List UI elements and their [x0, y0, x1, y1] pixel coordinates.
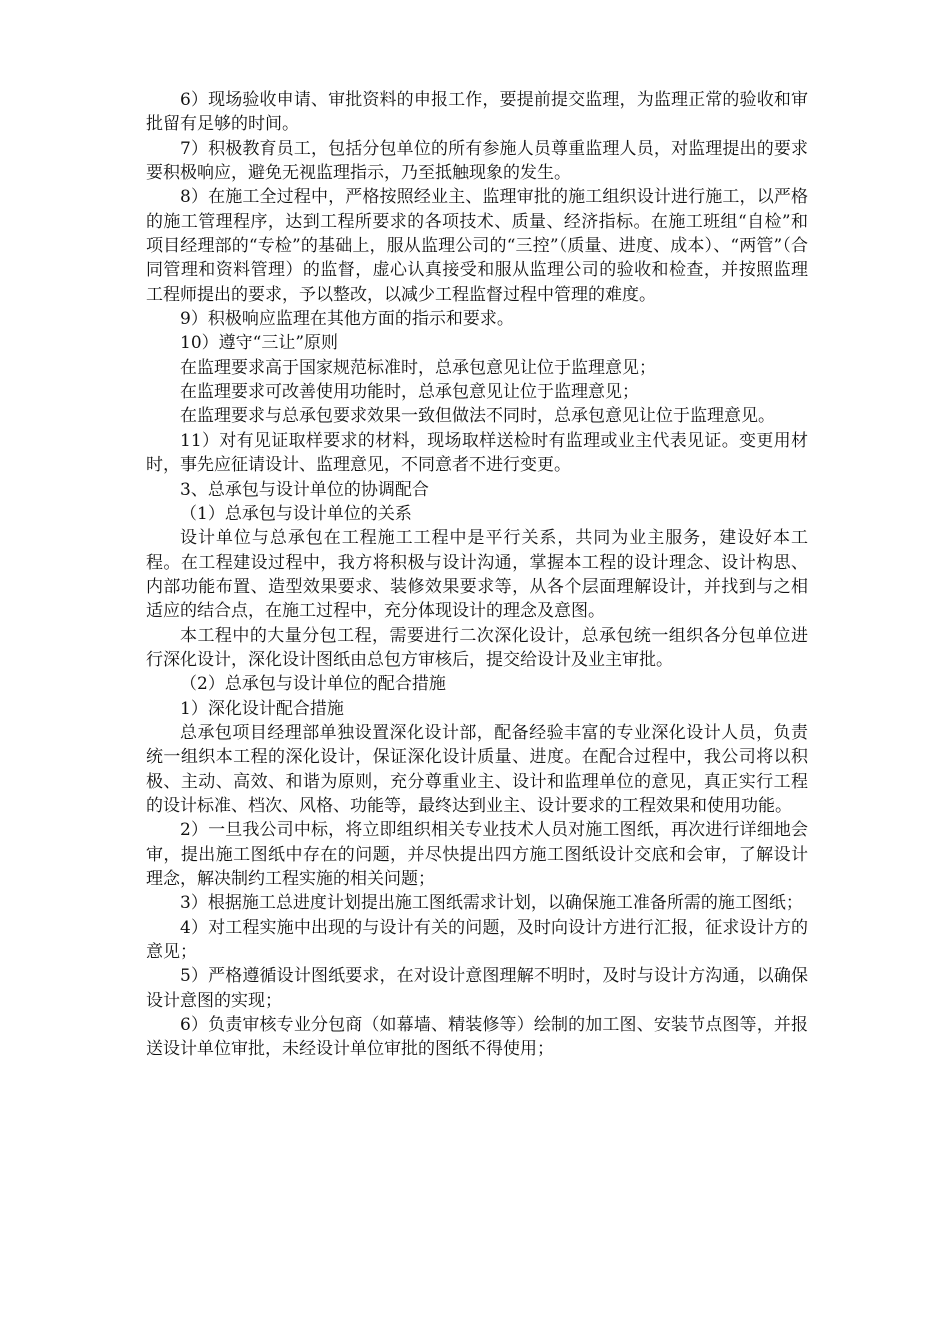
paragraph: 5）严格遵循设计图纸要求，在对设计意图理解不明时，及时与设计方沟通，以确保设计意图的实现；: [146, 966, 808, 1011]
section-heading: 3、总承包与设计单位的协调配合: [180, 479, 429, 500]
subsection-heading: （2）总承包与设计单位的配合措施: [180, 674, 446, 695]
document-page: [146, 88, 808, 1062]
paragraph: 6）现场验收申请、审批资料的申报工作，要提前提交监理，为监理正常的验收和审批留有足够的时间。: [146, 90, 808, 135]
paragraph: 3）根据施工总进度计划提出施工图纸需求计划，以确保施工准备所需的施工图纸；: [180, 893, 803, 914]
paragraph: 10）遵守“三让”原则: [180, 333, 339, 354]
paragraph: 4）对工程实施中出现的与设计有关的问题，及时向设计方进行汇报，征求设计方的意见；: [146, 917, 808, 963]
item-heading: 1）深化设计配合措施: [180, 698, 344, 719]
paragraph: 总承包项目经理部单独设置深化设计部，配备经验丰富的专业深化设计人员，负责统一组织本工程的深化设计，保证深化设计质量、进度。在配合过程中，我公司将以积极、主动、高效、和谐为原则，充分尊重业主、设计和监理单位的意见，真正实行工程的设计标准、档次、风格、功能等，最终达到业主、设计要求的工程效果和使用功能。: [146, 722, 808, 816]
paragraph: 2）一旦我公司中标，将立即组织相关专业技术人员对施工图纸，再次进行详细地会审，提出施工图纸中存在的问题，并尽快提出四方施工图纸设计交底和会审，了解设计理念，解决制约工程实施的相关问题；: [146, 820, 808, 889]
paragraph: 本工程中的大量分包工程，需要进行二次深化设计，总承包统一组织各分包单位进行深化设计，深化设计图纸由总包方审核后，提交给设计及业主审批。: [146, 625, 808, 670]
subsection-heading: （1）总承包与设计单位的关系: [180, 503, 412, 524]
paragraph: 设计单位与总承包在工程施工工程中是平行关系，共同为业主服务，建设好本工程。在工程建设过程中，我方将积极与设计沟通，掌握本工程的设计理念、设计构思、内部功能布置、造型效果要求、装修效果要求等，从各个层面理解设计，并找到与之相适应的结合点，在施工过程中，充分体现设计的理念及意图。: [146, 528, 808, 622]
paragraph: 7）积极教育员工，包括分包单位的所有参施人员尊重监理人员，对监理提出的要求要积极响应，避免无视监理指示，乃至抵触现象的发生。: [146, 138, 808, 184]
paragraph: 9）积极响应监理在其他方面的指示和要求。: [180, 309, 514, 330]
paragraph: 11）对有见证取样要求的材料，现场取样送检时有监理或业主代表见证。变更用材时，事先应征请设计、监理意见，不同意者不进行变更。: [146, 430, 808, 476]
paragraph: 在监理要求与总承包要求效果一致但做法不同时，总承包意见让位于监理意见。: [180, 406, 775, 427]
paragraph: 在监理要求高于国家规范标准时，总承包意见让位于监理意见；: [180, 357, 656, 378]
paragraph: 6）负责审核专业分包商（如幕墙、精装修等）绘制的加工图、安装节点图等，并报送设计单位审批，未经设计单位审批的图纸不得使用；: [146, 1015, 808, 1060]
paragraph: 在监理要求可改善使用功能时，总承包意见让位于监理意见；: [180, 382, 639, 403]
paragraph: 8）在施工全过程中，严格按照经业主、监理审批的施工组织设计进行施工，以严格的施工管理程序，达到工程所要求的各项技术、质量、经济指标。在施工班组“自检”和项目经理部的“专检”的基础上，服从监理公司的“三控”（质量、进度、成本）、“两管”（合同管理和资料管理）的监督，虚心认真接受和服从监理公司的验收和检查，并按照监理工程师提出的要求，予以整改，以减少工程监督过程中管理的难度。: [146, 187, 808, 305]
